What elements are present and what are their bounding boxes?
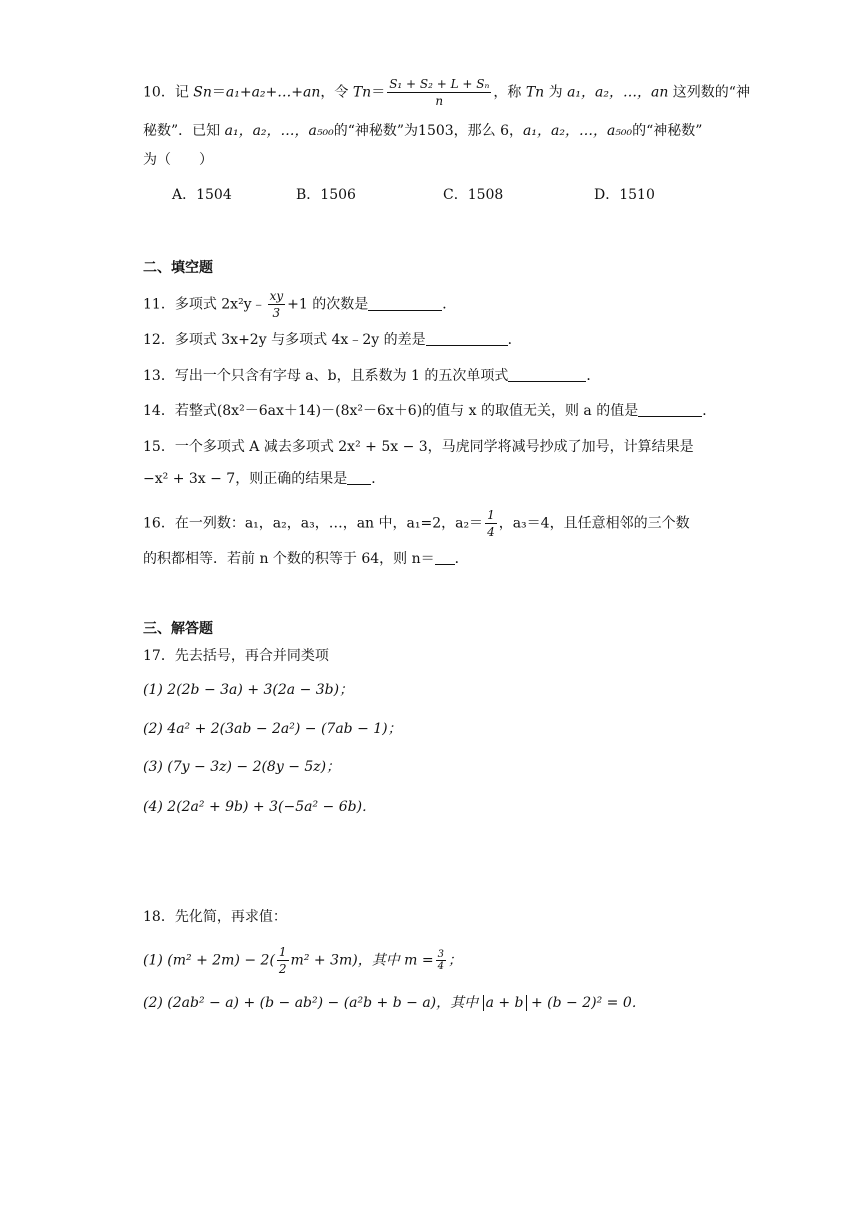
option-c[interactable]: C．1508 [443,187,504,203]
text: 16．在一列数：a₁，a₂，a₃，…，an 中，a₁=2，a₂＝ [143,515,484,532]
absolute-value: a + b [483,995,527,1011]
question-13 [143,366,600,386]
text: ． [586,368,601,384]
fraction-denominator: 3 [272,306,281,320]
text: 为 [544,84,568,101]
question-11 [143,288,456,321]
fraction-denominator: 4 [487,525,495,539]
math-expr: a₁，a₂，…，a₅₀₀ [523,123,633,139]
answer-blank[interactable] [508,367,586,382]
fraction [485,507,497,540]
question-17-item-2: (2) 4a² + 2(3ab − 2a²) − (7ab − 1)； [143,721,402,737]
question-15-line2 [143,469,385,489]
fraction-numerator: S₁ + S₂ + L + Sₙ [389,77,490,91]
fraction [268,288,286,321]
text: ，令 [320,84,353,101]
question-17-title: 17．先去括号，再合并同类项 [143,648,329,664]
text: ． [507,332,522,348]
fraction [387,76,491,109]
text: ＝ [211,84,226,101]
option-b[interactable]: B．1506 [296,187,356,203]
question-16-line2 [143,549,469,569]
text: 11．多项式 2x²y﹣ [143,296,266,313]
question-18-item-2 [143,993,646,1013]
question-10-line3: 为（ ） [143,152,213,168]
math-expr: a₁+a₂+…+an [225,84,321,101]
text: 的“神秘数” [632,123,703,139]
question-18-title: 18．先化简，再求值： [143,909,287,925]
answer-blank[interactable] [347,470,371,485]
text: ； [448,952,462,969]
math-expr: (1) (m² + 2m) − 2( [143,952,275,969]
math-var: Tn [352,84,372,101]
question-17-item-4: (4) 2(2a² + 9b) + 3(−5a² − 6b)． [143,799,377,815]
text: +1 的次数是 [287,296,369,313]
text: ，a₃＝4，且任意相邻的三个数 [498,515,690,532]
fraction-denominator: 4 [437,961,444,972]
text: 这列数的“神 [668,84,750,101]
text: 秘数”．已知 [143,123,225,139]
question-16-line1 [143,507,690,540]
question-10-line2 [143,121,702,141]
fraction-numerator: 1 [487,508,495,522]
math-expr: a₁，a₂，…，an [567,84,669,101]
question-number: 10． [143,84,175,101]
fraction-numerator: xy [269,289,284,303]
math-expr: + (b − 2)² = 0． [530,995,646,1011]
text: 的“神秘数”为1503，那么 6， [333,123,524,139]
fraction [277,944,289,977]
fraction-denominator: 2 [278,962,287,976]
text: ． [442,296,457,313]
question-18-item-1 [143,944,462,977]
answer-blank[interactable] [426,331,508,346]
text: 12．多项式 3x+2y 与多项式 4x﹣2y 的差是 [143,332,426,348]
question-17-item-3: (3) (7y − 3z) − 2(8y − 5z)； [143,759,341,775]
section-title-solve: 三、解答题 [143,621,213,637]
fraction-numerator: 3 [437,949,444,960]
text: ． [371,471,386,487]
math-expr: a₁，a₂，…，a₅₀₀ [224,123,334,139]
math-var: Sn [193,84,212,101]
question-14 [143,401,716,421]
option-a[interactable]: A．1504 [172,187,232,203]
fraction-denominator: n [435,94,444,108]
fraction [436,949,446,972]
question-12 [143,330,522,350]
question-10-line1 [143,76,750,109]
answer-blank[interactable] [368,296,442,311]
option-d[interactable]: D．1510 [594,187,655,203]
math-expr: (2) (2ab² − a) + (b − ab²) − (a²b + b − a)，其中 [143,995,479,1011]
text: 14．若整式(8x²－6ax＋14)－(8x²－6x＋6)的值与 x 的取值无关，则 a 的值是 [143,403,639,419]
text: ，称 [493,84,526,101]
math-expr: m² + 3m)，其中 m = [290,952,434,969]
text: ． [454,551,469,567]
answer-blank[interactable] [435,550,455,565]
question-15-line1: 15．一个多项式 A 减去多项式 2x² + 5x − 3，马虎同学将减号抄成了加号，计算结果是 [143,439,694,455]
text: 13．写出一个只含有字母 a、b，且系数为 1 的五次单项式 [143,368,509,384]
answer-blank[interactable] [638,402,702,417]
question-17-item-1: (1) 2(2b − 3a) + 3(2a − 3b)； [143,682,354,698]
section-title-fill-in: 二、填空题 [143,260,213,276]
text: −x² + 3x − 7，则正确的结果是 [143,471,348,487]
fraction-numerator: 1 [278,945,287,959]
math-var: Tn [525,84,545,101]
text: ＝ [371,84,386,101]
text: ． [702,403,717,419]
text: 记 [174,84,194,101]
text: 的积都相等．若前 n 个数的积等于 64，则 n＝ [143,551,435,567]
